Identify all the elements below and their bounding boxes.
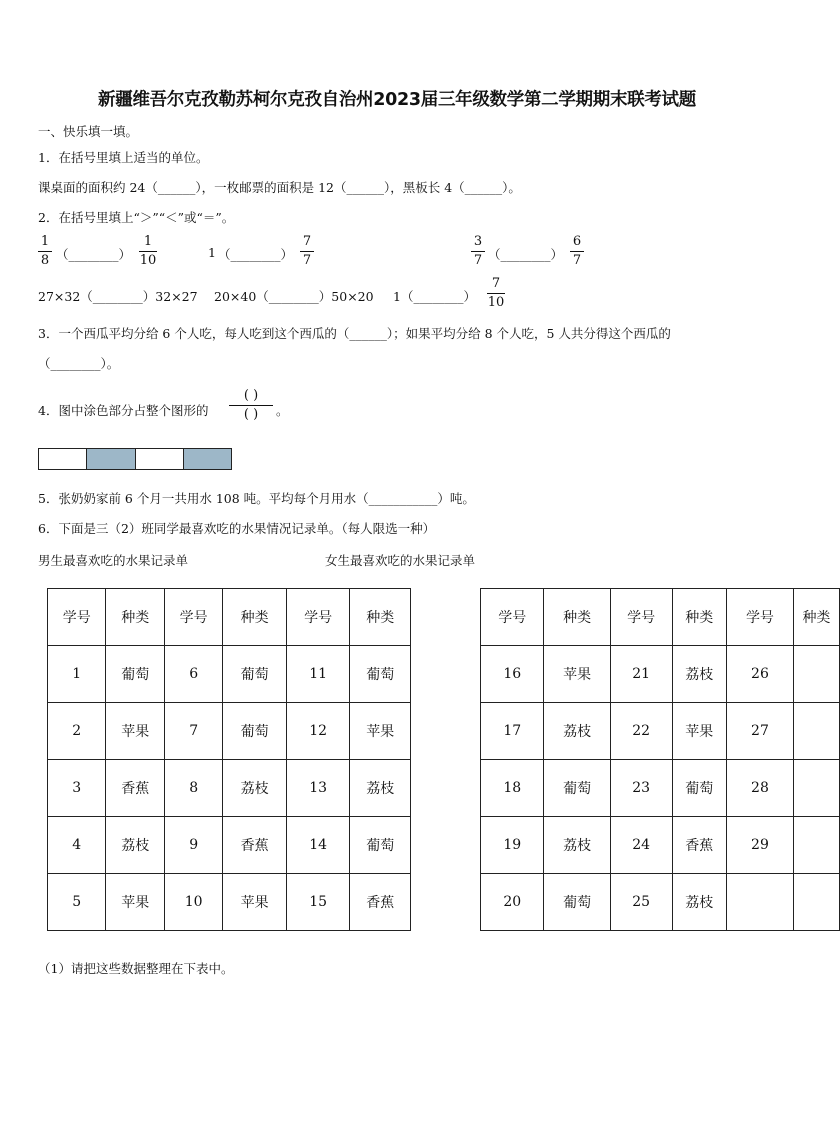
student-id-cell: 20 xyxy=(481,874,544,931)
fruit-kind-cell: 荔枝 xyxy=(223,760,287,817)
fraction xyxy=(300,234,314,269)
fruit-kind-cell: 苹果 xyxy=(672,703,726,760)
column-header-id: 学号 xyxy=(727,589,794,646)
table-row xyxy=(48,646,411,703)
fruit-kind-cell: 荔枝 xyxy=(350,760,411,817)
compare-expression: 1（________） xyxy=(393,289,476,304)
fraction-answer[interactable] xyxy=(229,388,273,423)
column-header-id: 学号 xyxy=(164,589,222,646)
column-header-kind: 种类 xyxy=(106,589,164,646)
boys-fruit-table xyxy=(47,588,411,931)
table-row xyxy=(481,817,840,874)
fruit-kind-cell: 葡萄 xyxy=(223,646,287,703)
student-id-cell: 9 xyxy=(164,817,222,874)
numerator: 6 xyxy=(572,234,582,249)
fraction xyxy=(487,276,505,311)
column-header-id: 学号 xyxy=(286,589,350,646)
fruit-kind-cell xyxy=(793,874,839,931)
fruit-kind-cell: 香蕉 xyxy=(350,874,411,931)
column-header-id: 学号 xyxy=(481,589,544,646)
question-6: 6．下面是三（2）班同学最喜欢吃的水果情况记录单。（每人限选一种） xyxy=(38,521,436,536)
punctuation: 。 xyxy=(276,403,289,418)
answer-blank[interactable]: （________） xyxy=(488,247,564,262)
girls-table-caption: 女生最喜欢吃的水果记录单 xyxy=(325,553,476,568)
table-header-row xyxy=(48,589,411,646)
sub-question-1: （1）请把这些数据整理在下表中。 xyxy=(38,961,234,976)
student-id-cell: 7 xyxy=(164,703,222,760)
denominator: 7 xyxy=(302,253,312,268)
student-id-cell: 26 xyxy=(727,646,794,703)
fruit-kind-cell: 葡萄 xyxy=(350,646,411,703)
girls-fruit-table xyxy=(480,588,840,931)
whole-number: 1 xyxy=(208,245,216,260)
numerator: 3 xyxy=(473,234,483,249)
fruit-kind-cell: 葡萄 xyxy=(223,703,287,760)
student-id-cell: 16 xyxy=(481,646,544,703)
shaded-cell xyxy=(87,449,135,469)
question-1-line: 课桌面的面积约 24（______），一枚邮票的面积是 12（______），黑板长 4（______）。 xyxy=(38,180,521,195)
numerator-blank[interactable]: ( ) xyxy=(243,388,259,403)
fruit-kind-cell: 荔枝 xyxy=(106,817,164,874)
boys-table-caption: 男生最喜欢吃的水果记录单 xyxy=(38,553,189,568)
student-id-cell: 4 xyxy=(48,817,106,874)
column-header-kind: 种类 xyxy=(544,589,610,646)
student-id-cell: 3 xyxy=(48,760,106,817)
fruit-kind-cell: 苹果 xyxy=(223,874,287,931)
student-id-cell: 8 xyxy=(164,760,222,817)
fruit-kind-cell: 苹果 xyxy=(544,646,610,703)
shaded-bar-figure xyxy=(38,448,232,470)
question-4: 4．图中涂色部分占整个图形的 xyxy=(38,403,209,418)
student-id-cell: 1 xyxy=(48,646,106,703)
fraction xyxy=(471,234,485,269)
numerator: 1 xyxy=(143,234,153,249)
answer-blank[interactable]: （________） xyxy=(56,247,132,262)
answer-blank[interactable]: （________） xyxy=(218,247,294,262)
numerator: 1 xyxy=(40,234,50,249)
shaded-cell xyxy=(184,449,231,469)
column-header-kind: 种类 xyxy=(223,589,287,646)
question-2: 2．在括号里填上“＞”“＜”或“＝”。 xyxy=(38,210,235,225)
fruit-kind-cell: 香蕉 xyxy=(672,817,726,874)
numerator: 7 xyxy=(491,276,501,291)
fruit-kind-cell xyxy=(793,703,839,760)
table-row xyxy=(48,874,411,931)
table-row xyxy=(48,760,411,817)
student-id-cell: 28 xyxy=(727,760,794,817)
question-5: 5．张奶奶家前 6 个月一共用水 108 吨。平均每个月用水（___________）吨。 xyxy=(38,491,475,506)
fruit-kind-cell: 苹果 xyxy=(350,703,411,760)
student-id-cell: 12 xyxy=(286,703,350,760)
fraction xyxy=(38,234,52,269)
question-3: 3．一个西瓜平均分给 6 个人吃，每人吃到这个西瓜的（______）；如果平均分给 8 个人吃，5 人共分得这个西瓜的 xyxy=(38,326,671,341)
fruit-kind-cell xyxy=(793,760,839,817)
table-row xyxy=(481,874,840,931)
denominator: 7 xyxy=(572,253,582,268)
student-id-cell: 29 xyxy=(727,817,794,874)
fruit-kind-cell: 荔枝 xyxy=(672,646,726,703)
column-header-id: 学号 xyxy=(48,589,106,646)
numerator: 7 xyxy=(302,234,312,249)
fruit-kind-cell: 香蕉 xyxy=(223,817,287,874)
fruit-kind-cell: 葡萄 xyxy=(350,817,411,874)
denominator: 10 xyxy=(139,253,157,268)
student-id-cell: 5 xyxy=(48,874,106,931)
student-id-cell: 25 xyxy=(610,874,672,931)
student-id-cell: 10 xyxy=(164,874,222,931)
fruit-kind-cell: 荔枝 xyxy=(544,703,610,760)
student-id-cell: 15 xyxy=(286,874,350,931)
student-id-cell: 19 xyxy=(481,817,544,874)
student-id-cell: 2 xyxy=(48,703,106,760)
section-heading: 一、快乐填一填。 xyxy=(38,124,139,139)
question-3-cont: （________）。 xyxy=(38,356,120,371)
student-id-cell: 22 xyxy=(610,703,672,760)
student-id-cell: 23 xyxy=(610,760,672,817)
table-row xyxy=(48,703,411,760)
fruit-kind-cell xyxy=(793,646,839,703)
fruit-kind-cell: 葡萄 xyxy=(544,760,610,817)
fruit-kind-cell: 葡萄 xyxy=(544,874,610,931)
fruit-kind-cell: 苹果 xyxy=(106,874,164,931)
student-id-cell: 18 xyxy=(481,760,544,817)
student-id-cell: 27 xyxy=(727,703,794,760)
student-id-cell: 21 xyxy=(610,646,672,703)
student-id-cell: 17 xyxy=(481,703,544,760)
column-header-kind: 种类 xyxy=(350,589,411,646)
column-header-kind: 种类 xyxy=(672,589,726,646)
student-id-cell: 11 xyxy=(286,646,350,703)
denominator: 7 xyxy=(473,253,483,268)
fruit-kind-cell: 荔枝 xyxy=(544,817,610,874)
question-1: 1．在括号里填上适当的单位。 xyxy=(38,150,209,165)
student-id-cell: 24 xyxy=(610,817,672,874)
fruit-kind-cell: 荔枝 xyxy=(672,874,726,931)
denominator-blank[interactable]: ( ) xyxy=(243,407,259,422)
table-row xyxy=(481,760,840,817)
fruit-kind-cell: 香蕉 xyxy=(106,760,164,817)
table-row xyxy=(481,703,840,760)
table-row xyxy=(48,817,411,874)
column-header-kind: 种类 xyxy=(793,589,839,646)
column-header-id: 学号 xyxy=(610,589,672,646)
fruit-kind-cell: 葡萄 xyxy=(672,760,726,817)
fruit-kind-cell xyxy=(793,817,839,874)
fruit-kind-cell: 苹果 xyxy=(106,703,164,760)
fruit-kind-cell: 葡萄 xyxy=(106,646,164,703)
fraction xyxy=(570,234,584,269)
student-id-cell: 6 xyxy=(164,646,222,703)
denominator: 10 xyxy=(487,295,505,310)
page-title: 新疆维吾尔克孜勒苏柯尔克孜自治州2023届三年级数学第二学期期末联考试题 xyxy=(98,90,696,110)
compare-expression: 20×40（________）50×20 xyxy=(214,289,374,304)
table-header-row xyxy=(481,589,840,646)
table-row xyxy=(481,646,840,703)
compare-expression: 27×32（________）32×27 xyxy=(38,289,198,304)
student-id-cell xyxy=(727,874,794,931)
unshaded-cell xyxy=(136,449,184,469)
student-id-cell: 14 xyxy=(286,817,350,874)
student-id-cell: 13 xyxy=(286,760,350,817)
fraction xyxy=(139,234,157,269)
unshaded-cell xyxy=(39,449,87,469)
denominator: 8 xyxy=(40,253,50,268)
